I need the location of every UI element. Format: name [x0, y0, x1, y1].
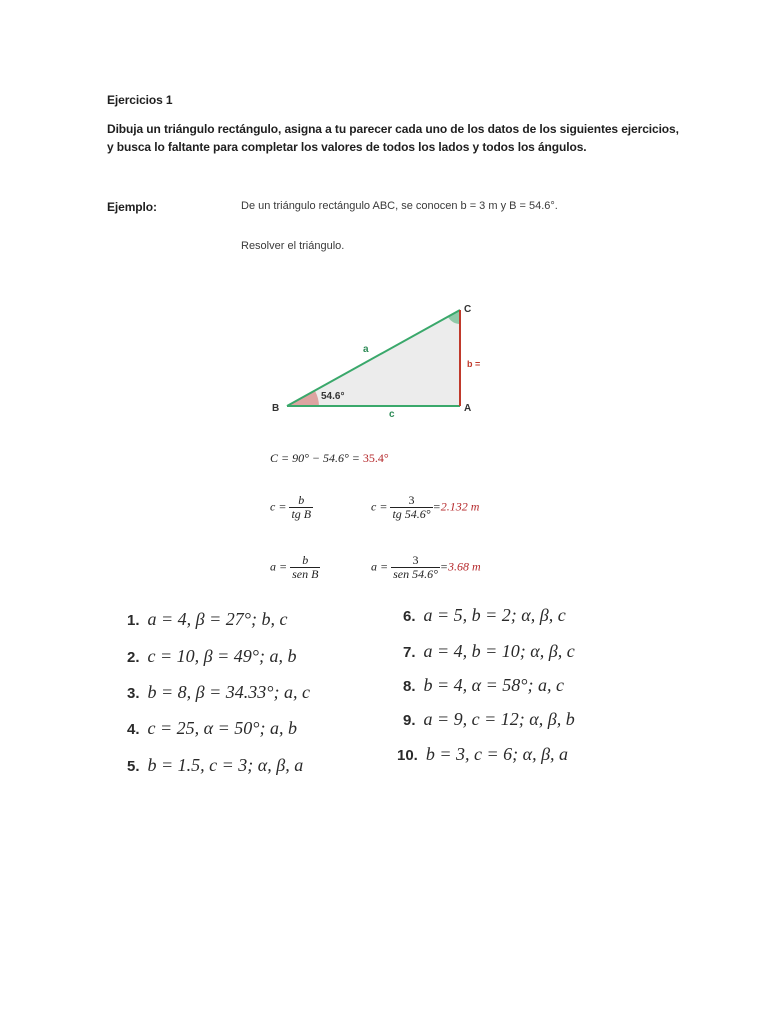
formula-side-a-numeric: a = $\frac{3}{\text{sen 54.6°}}$ =3.68 m [371, 553, 481, 581]
exercise-item: 10. b = 3, c = 6; α, β, a [397, 744, 569, 764]
exercise-item: 9. a = 9, c = 12; α, β, b [403, 709, 575, 729]
angle-b-label: 54.6° [321, 391, 345, 402]
exercise-item: 8. b = 4, α = 58°; a, c [403, 675, 564, 695]
formula-angle-c-result: 35.4° [362, 451, 389, 465]
vertex-a-label: A [464, 403, 472, 414]
formula-side-c-numeric: c = $\frac{3}{tg 54.6^\circ}$ =2.132 m [371, 493, 480, 521]
exercise-item: 4. c = 25, α = 50°; a, b [127, 718, 297, 738]
vertex-b-label: B [272, 403, 280, 414]
exercise-item: 3. b = 8, β = 34.33°; a, c [127, 682, 310, 702]
formula-side-c-result: 2.132 m [440, 499, 480, 514]
side-c-label: c [389, 409, 395, 420]
formula-side-a-general: a = $\frac{b}{\text{sen B}}$ [270, 553, 319, 581]
formula-angle-c [270, 451, 389, 466]
formula-angle-c-lhs: C = 90° − 54.6° = [270, 451, 363, 465]
instructions-line-2: y busca lo faltante para completar los valores de todos los lados y todos los ángulos. [107, 140, 587, 154]
instructions-line-1: Dibuja un triángulo rectángulo, asigna a tu parecer cada uno de los datos de los siguientes ejercicios, [107, 122, 679, 136]
side-b-label: b = [467, 359, 481, 369]
example-label: Ejemplo: [107, 200, 157, 214]
example-task: Resolver el triángulo. [241, 240, 345, 252]
triangle-diagram [262, 296, 492, 426]
vertex-c-label: C [464, 304, 472, 315]
exercise-item: 5. b = 1.5, c = 3; α, β, a [127, 755, 304, 775]
exercise-item: 1. a = 4, β = 27°; b, c [127, 609, 288, 629]
exercise-item: 7. a = 4, b = 10; α, β, c [403, 641, 575, 661]
formula-side-c-general: c = $\frac{b}{\text{tg B}}$ [270, 493, 312, 521]
example-statement: De un triángulo rectángulo ABC, se conocen b = 3 m y B = 54.6°. [241, 200, 558, 212]
side-a-label: a [363, 344, 369, 355]
page-title: Ejercicios 1 [107, 93, 173, 107]
formula-side-a-result: 3.68 m [448, 559, 481, 574]
exercise-item: 2. c = 10, β = 49°; a, b [127, 646, 297, 666]
exercise-item: 6. a = 5, b = 2; α, β, c [403, 605, 566, 625]
